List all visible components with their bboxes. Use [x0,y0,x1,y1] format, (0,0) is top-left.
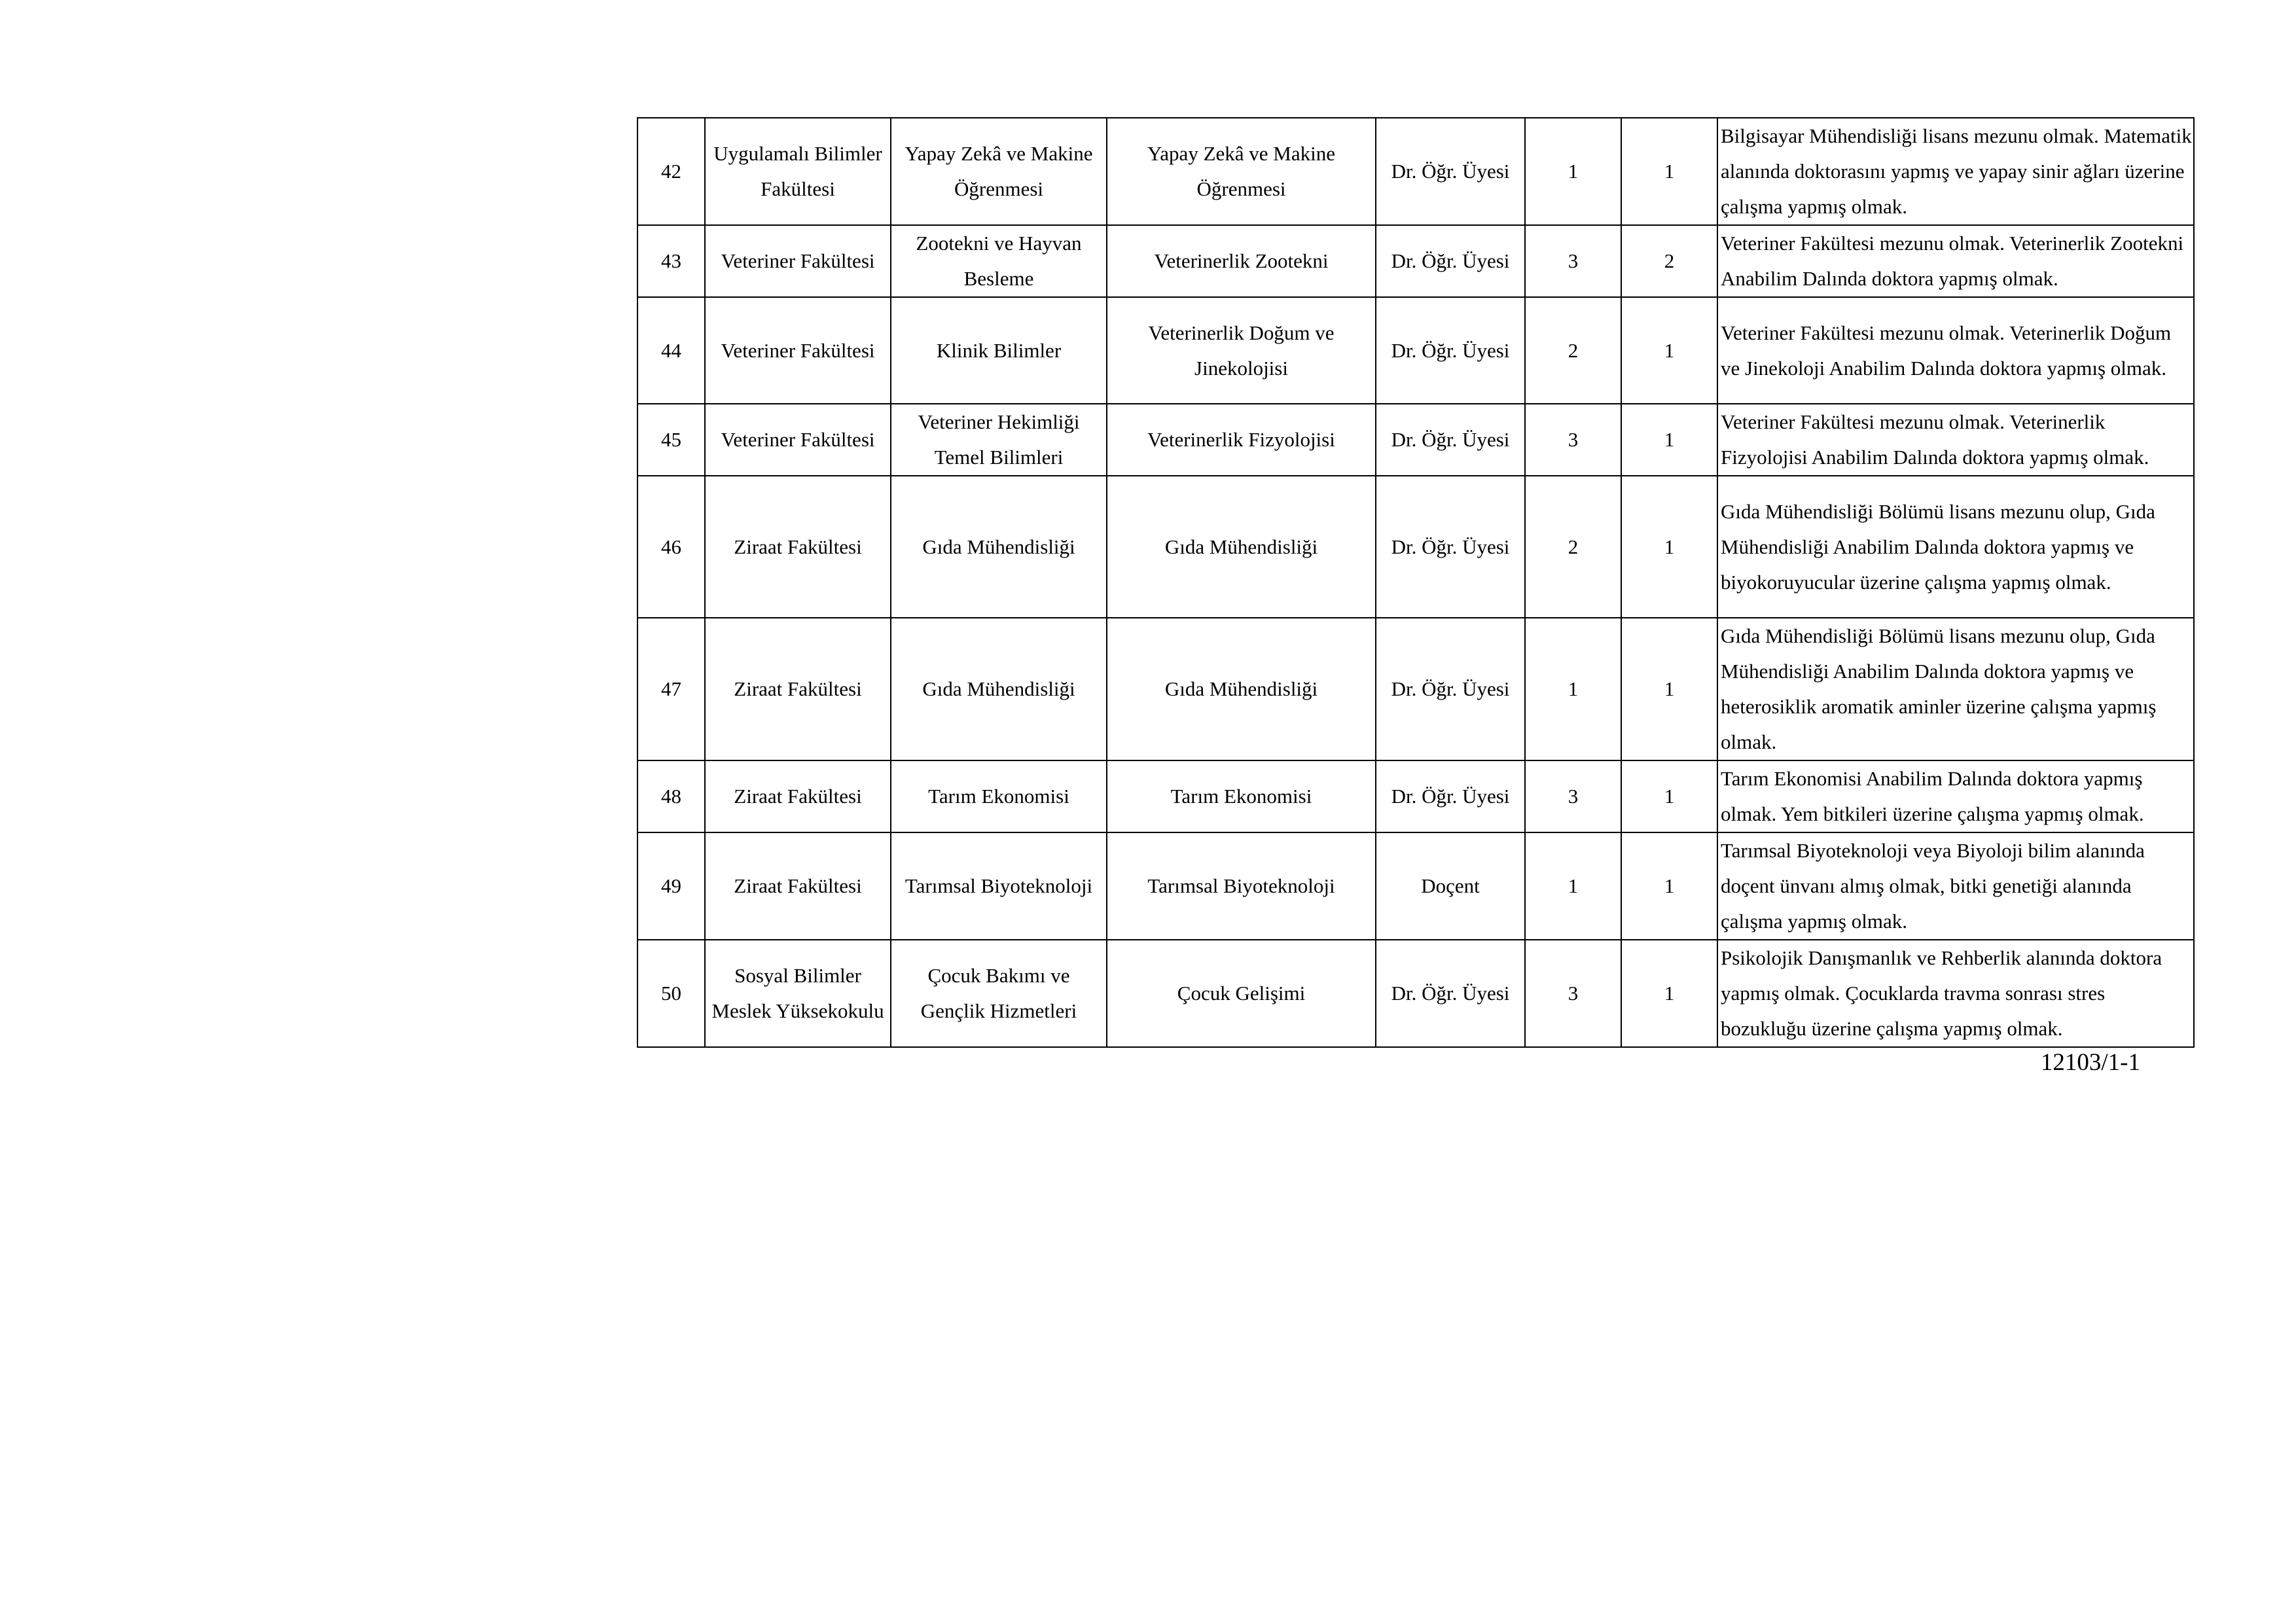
row-number: 50 [637,940,705,1047]
unit-cell: Veteriner Fakültesi [705,404,891,476]
unit-cell: Ziraat Fakültesi [705,832,891,940]
table-row [637,297,2194,404]
title-cell: Dr. Öğr. Üyesi [1376,297,1525,404]
requirement-cell: Veteriner Fakültesi mezunu olmak. Veterinerlik Doğum ve Jinekoloji Anabilim Dalında doktora yapmış olmak. [1717,297,2194,404]
division-cell: Çocuk Gelişimi [1107,940,1376,1047]
title-cell: Dr. Öğr. Üyesi [1376,618,1525,760]
table-row [637,118,2194,225]
count-cell: 1 [1621,618,1717,760]
degree-cell: 2 [1525,297,1621,404]
degree-cell: 3 [1525,940,1621,1047]
department-cell: Veteriner Hekimliği Temel Bilimleri [891,404,1107,476]
count-cell: 1 [1621,760,1717,832]
requirement-cell: Psikolojik Danışmanlık ve Rehberlik alanında doktora yapmış olmak. Çocuklarda travma sonrası stres bozukluğu üzerine çalışma yapmış olmak. [1717,940,2194,1047]
table-row [637,476,2194,618]
division-cell: Veterinerlik Doğum ve Jinekolojisi [1107,297,1376,404]
degree-cell: 3 [1525,760,1621,832]
division-cell: Tarım Ekonomisi [1107,760,1376,832]
requirement-cell: Veteriner Fakültesi mezunu olmak. Veterinerlik Zootekni Anabilim Dalında doktora yapmış olmak. [1717,225,2194,297]
degree-cell: 1 [1525,618,1621,760]
requirement-cell: Gıda Mühendisliği Bölümü lisans mezunu olup, Gıda Mühendisliği Anabilim Dalında doktora yapmış ve biyokoruyucular üzerine çalışma yapmış olmak. [1717,476,2194,618]
division-cell: Yapay Zekâ ve Makine Öğrenmesi [1107,118,1376,225]
row-number: 46 [637,476,705,618]
title-cell: Dr. Öğr. Üyesi [1376,225,1525,297]
unit-cell: Veteriner Fakültesi [705,297,891,404]
requirement-cell: Tarımsal Biyoteknoloji veya Biyoloji bilim alanında doçent ünvanı almış olmak, bitki genetiği alanında çalışma yapmış olmak. [1717,832,2194,940]
count-cell: 1 [1621,476,1717,618]
division-cell: Gıda Mühendisliği [1107,476,1376,618]
unit-cell: Ziraat Fakültesi [705,476,891,618]
requirement-cell: Tarım Ekonomisi Anabilim Dalında doktora yapmış olmak. Yem bitkileri üzerine çalışma yapmış olmak. [1717,760,2194,832]
division-cell: Veterinerlik Fizyolojisi [1107,404,1376,476]
staff-announcement-table [637,117,2195,1048]
unit-cell: Ziraat Fakültesi [705,760,891,832]
division-cell: Tarımsal Biyoteknoloji [1107,832,1376,940]
count-cell: 1 [1621,118,1717,225]
degree-cell: 2 [1525,476,1621,618]
count-cell: 2 [1621,225,1717,297]
requirement-cell: Veteriner Fakültesi mezunu olmak. Veterinerlik Fizyolojisi Anabilim Dalında doktora yapmış olmak. [1717,404,2194,476]
division-cell: Gıda Mühendisliği [1107,618,1376,760]
requirement-cell: Gıda Mühendisliği Bölümü lisans mezunu olup, Gıda Mühendisliği Anabilim Dalında doktora yapmış ve heterosiklik aromatik aminler üzerine çalışma yapmış olmak. [1717,618,2194,760]
degree-cell: 3 [1525,404,1621,476]
count-cell: 1 [1621,832,1717,940]
department-cell: Gıda Mühendisliği [891,476,1107,618]
title-cell: Dr. Öğr. Üyesi [1376,760,1525,832]
row-number: 44 [637,297,705,404]
table-row [637,618,2194,760]
department-cell: Gıda Mühendisliği [891,618,1107,760]
table-row [637,940,2194,1047]
count-cell: 1 [1621,404,1717,476]
degree-cell: 1 [1525,832,1621,940]
row-number: 45 [637,404,705,476]
row-number: 42 [637,118,705,225]
department-cell: Tarımsal Biyoteknoloji [891,832,1107,940]
table-row [637,760,2194,832]
department-cell: Zootekni ve Hayvan Besleme [891,225,1107,297]
count-cell: 1 [1621,297,1717,404]
department-cell: Çocuk Bakımı ve Gençlik Hizmetleri [891,940,1107,1047]
unit-cell: Ziraat Fakültesi [705,618,891,760]
title-cell: Dr. Öğr. Üyesi [1376,940,1525,1047]
row-number: 47 [637,618,705,760]
department-cell: Klinik Bilimler [891,297,1107,404]
division-cell: Veterinerlik Zootekni [1107,225,1376,297]
requirement-cell: Bilgisayar Mühendisliği lisans mezunu olmak. Matematik alanında doktorasını yapmış ve yapay sinir ağları üzerine çalışma yapmış olmak. [1717,118,2194,225]
row-number: 49 [637,832,705,940]
degree-cell: 3 [1525,225,1621,297]
department-cell: Yapay Zekâ ve Makine Öğrenmesi [891,118,1107,225]
table-row [637,404,2194,476]
count-cell: 1 [1621,940,1717,1047]
table-row [637,832,2194,940]
department-cell: Tarım Ekonomisi [891,760,1107,832]
unit-cell: Uygulamalı Bilimler Fakültesi [705,118,891,225]
row-number: 43 [637,225,705,297]
title-cell: Dr. Öğr. Üyesi [1376,118,1525,225]
title-cell: Doçent [1376,832,1525,940]
page-code: 12103/1-1 [2040,1049,2140,1076]
degree-cell: 1 [1525,118,1621,225]
row-number: 48 [637,760,705,832]
unit-cell: Sosyal Bilimler Meslek Yüksekokulu [705,940,891,1047]
title-cell: Dr. Öğr. Üyesi [1376,476,1525,618]
unit-cell: Veteriner Fakültesi [705,225,891,297]
title-cell: Dr. Öğr. Üyesi [1376,404,1525,476]
table-row [637,225,2194,297]
